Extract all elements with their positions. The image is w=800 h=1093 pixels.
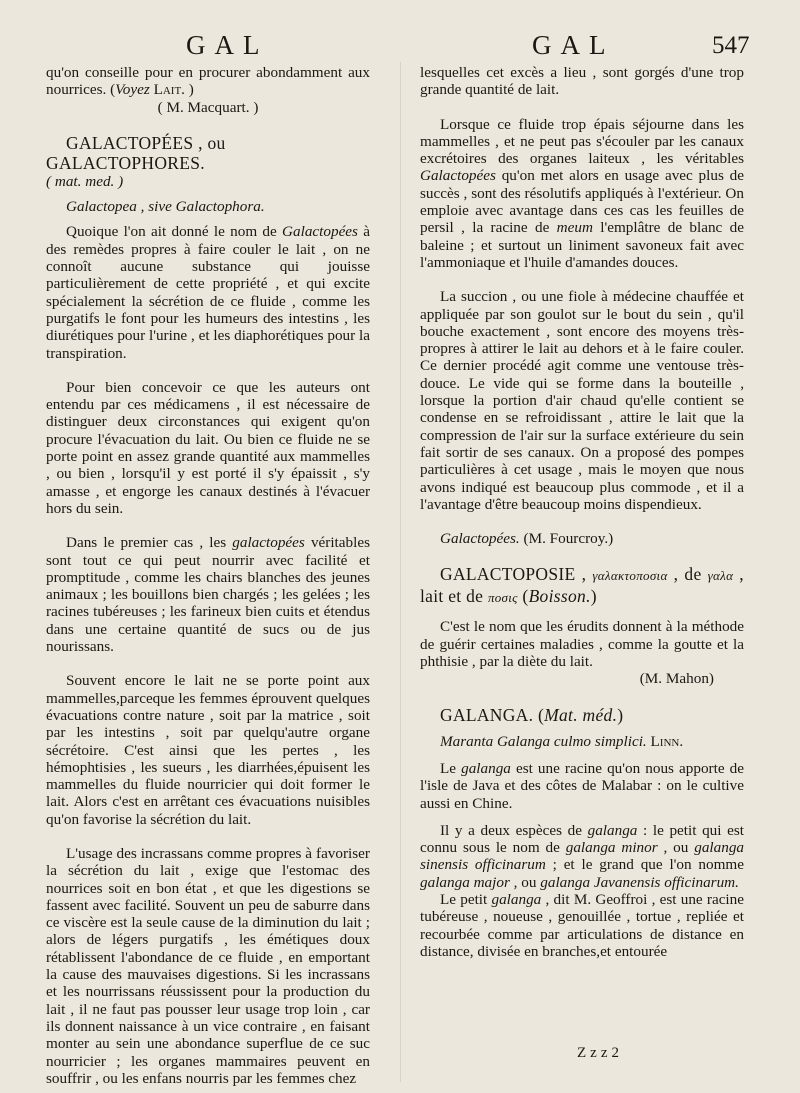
paragraph: C'est le nom que les érudits donnent à la méthode de guérir certaines maladies , comme la goutte et la phthisie , par la diète du lait. <box>420 618 744 671</box>
paragraph: Quoique l'on ait donné le nom de Galactopées à des remèdes propres à faire couler le lait , on ne connoît aucune substance qui jouisse particulièrement de cette propriété , et qui excite spécialement la sécrétion de ce fluide , comme les purgatifs le font pour les humeurs des intestins , les diurétiques pour l'urine , et les diaphorétiques pour la transpiration. <box>46 223 370 362</box>
paragraph: Le petit galanga , dit M. Geoffroi , est une racine tubéreuse , noueuse , genouillée , tortue , repliée et recourbée comme par articulations de distance en distance, divisée en branches,et entourée <box>420 890 744 960</box>
paragraph: Dans le premier cas , les galactopées véritables sont tout ce qui peut nourrir avec facilité et promptitude , comme les chairs blanches des jeunes animaux ; les bouillons bien chargés ; les gelées ; les racines tubéreuses ; les farineux bien cuits et étendus dans une certaine quantité de sucs ou de jus nourissans. <box>46 534 370 656</box>
paragraph: Le galanga est une racine qu'on nous apporte de l'isle de Java et des côtes de Malabar : on le cultive aussi en Chine. <box>420 759 744 812</box>
entry-title: GALACTOPÉES , ou GALACTOPHORES. <box>46 132 226 173</box>
paragraph: L'usage des incrassans comme propres à favoriser la sécrétion du lait , exige que l'estomac des nourrices soit en bon état , et que les digestions se fassent avec facilité. Souvent un peu de saburre dans ce viscère est la seule cause de la diminution du lait ; alors de légers purgatifs , les émétiques doux rétablissent l'abondance de ce fluide , en emportant la cause des mauvaises digestions. Si les incrassans et les nourrissans réussissent pour la production du lait , il ne faut pas pousser leur usage trop loin , car ils donnent naissance à un vice contraire , en faisant monter au sein une abondance superflue de ce suc nourricier ; les organes mammaires peuvent en souffrir , ou les enfans nourris par les femmes chez <box>46 844 370 1087</box>
paragraph: Pour bien concevoir ce que les auteurs ont entendu par ces médicamens , il est nécessaire de distinguer deux circonstances qui exigent qu'on procure l'évacuation du lait. Ou bien ce fluide ne se porte point en assez grande quantité aux mammelles , ou bien , lorsqu'il y est porté il s'y épaissit , s'y amasse , et engorge les canaux destinés à l'évacuer hors du sein. <box>46 378 370 517</box>
paragraph: Lorsque ce fluide trop épais séjourne dans les mammelles , et ne peut pas s'écouler par les canaux excrétoires des organes laiteux , les véritables Galactopées qu'on met alors en usage avec plus de succès , sont des résolutifs appliqués à l'extérieur. On emploie avec avantage dans ces cas les feuilles de persil , la racine de meum l'emplâtre de blanc de baleine ; et surtout un liniment savoneux fait avec l'ammoniaque et l'huile d'amandes douces. <box>420 115 744 271</box>
page-number: 547 <box>712 32 750 59</box>
entry-latin: Galactopea , sive Galactophora. <box>66 198 265 216</box>
paragraph: Galactopées. (M. Fourcroy.) <box>440 530 614 548</box>
author-credit: ( M. Macquart. ) <box>157 98 259 116</box>
running-head-right: GAL <box>532 30 615 60</box>
entry-subject: ( mat. med. ) <box>46 172 124 190</box>
running-head-left: GAL <box>186 30 269 60</box>
entry-title: GALACTOPOSIE , γαλακτοποσια , de γαλα , lait et de ποσις (Boisson.) <box>420 564 744 607</box>
paragraph: La succion , ou une fiole à médecine chauffée et appliquée par son goulot sur le bout du sein , qu'il bouche exactement , sont encore des moyens très-propres à attirer le lait au dehors et à le faire couler. Ce dernier procédé agit comme une ventouse très-douce. Le vide qui se forme dans la bouteille , lorsque la portion d'air chaud qu'elle contient se condense en se refroidissant , attire le lait que la compression de l'air sur la surface extérieure du sein fait sortir de ses canaux. On a proposé des pompes particulières à cet usage , mais le moyen que nous avons indiqué est beaucoup plus commode , et il a l'avantage d'être beaucoup moins dispendieux. <box>420 288 744 513</box>
left-column <box>46 64 370 1087</box>
entry-title: GALANGA. (Mat. méd.) <box>440 704 624 725</box>
author-credit: (M. Mahon) <box>639 670 714 688</box>
right-column <box>420 64 744 960</box>
paragraph: Souvent encore le lait ne se porte point aux mammelles,parceque les femmes éprouvent quelques évacuations contre nature , soit par la matrice , soit par les intestins , soit par quelqu'autre organe sécrétoire. C'est ainsi que les pertes , les hémophtisies , les sueurs , les diarrhées,épuisent les mammelles du fluide nourricier qui doit former le lait. Alors c'est en arrêtant ces évacuations nuisibles qu'on favorise la sécrétion du lait. <box>46 672 370 828</box>
signature-mark: Zzz2 <box>577 1045 623 1061</box>
paragraph-continuation: lesquelles cet excès a lieu , sont gorgés d'une trop grande quantité de lait. <box>420 64 744 99</box>
column-gutter <box>400 62 401 1082</box>
paragraph: Il y a deux espèces de galanga : le petit qui est connu sous le nom de galanga minor , ou galanga sinensis officinarum ; et le grand que l'on nomme galanga major , ou galanga Javanensis officinarum. <box>420 821 745 891</box>
entry-latin: Maranta Galanga culmo simplici. Linn. <box>440 732 684 750</box>
paragraph-continuation: qu'on conseille pour en procurer abondamment aux nourrices. (Voyez Lait. ) <box>46 64 370 99</box>
